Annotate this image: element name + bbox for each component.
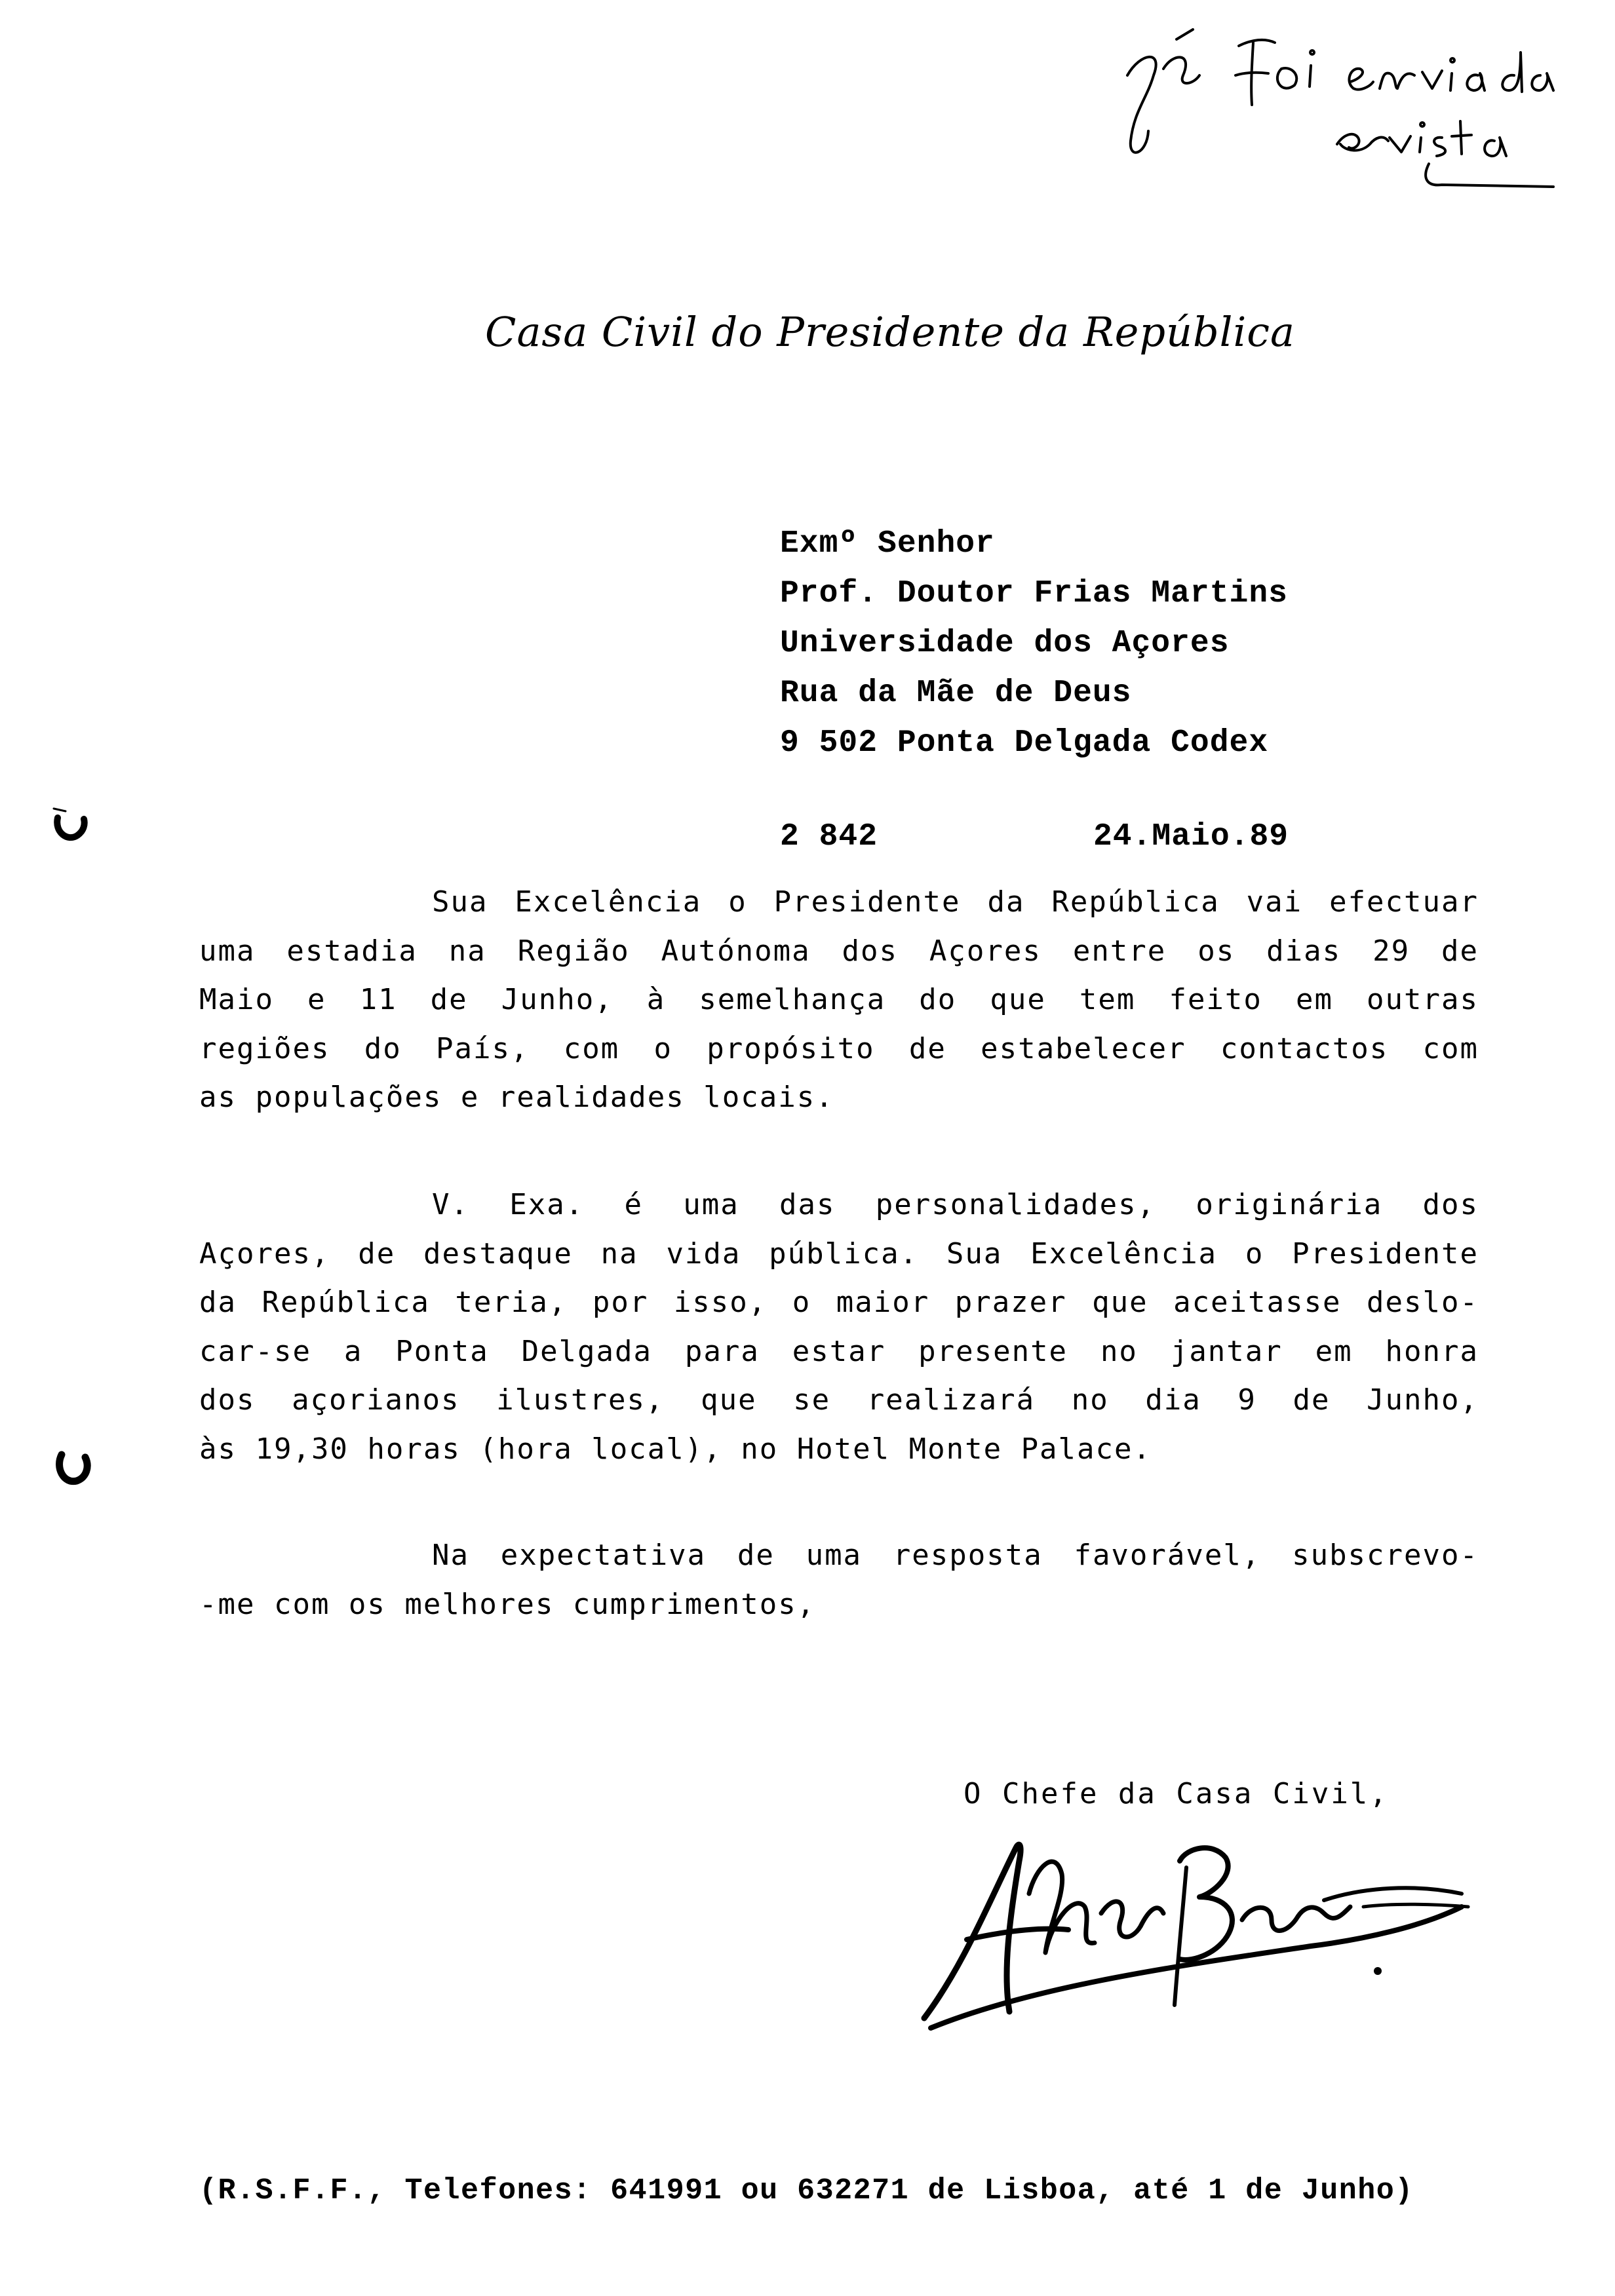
signature bbox=[905, 1822, 1481, 2038]
handwritten-note bbox=[1101, 13, 1560, 203]
recipient-street: Rua da Mãe de Deus bbox=[780, 676, 1132, 711]
letter-date: 24.Maio.89 bbox=[1093, 819, 1289, 854]
paragraph-line: da República teria, por isso, o maior prazer que aceitasse deslo- bbox=[199, 1286, 1479, 1319]
paragraph-line: V. Exa. é uma das personalidades, originária dos bbox=[432, 1188, 1479, 1221]
recipient-address bbox=[780, 519, 1288, 768]
paragraph-line: Sua Excelência o Presidente da República vai efectuar bbox=[432, 885, 1479, 919]
footer-contact: (R.S.F.F., Telefones: 641991 ou 632271 de Lisboa, até 1 de Junho) bbox=[199, 2174, 1414, 2208]
letterhead: Casa Civil do Presidente da República bbox=[485, 308, 1295, 356]
punch-hole-mark bbox=[51, 806, 89, 844]
recipient-name: Prof. Doutor Frias Martins bbox=[780, 576, 1288, 611]
punch-hole-mark bbox=[54, 1448, 92, 1486]
paragraph-line: regiões do País, com o propósito de estabelecer contactos com bbox=[199, 1031, 1479, 1065]
paragraph-line: -me com os melhores cumprimentos, bbox=[199, 1587, 816, 1621]
paragraph-line: uma estadia na Região Autónoma dos Açores entre os dias 29 de bbox=[199, 934, 1479, 968]
recipient-salutation: Exmº Senhor bbox=[780, 526, 995, 562]
closing-title: O Chefe da Casa Civil, bbox=[963, 1777, 1389, 1810]
recipient-institution: Universidade dos Açores bbox=[780, 626, 1230, 661]
paragraph-line: car-se a Ponta Delgada para estar presente no jantar em honra bbox=[199, 1334, 1479, 1368]
body-paragraph-3 bbox=[199, 1531, 1479, 1629]
paragraph-line: Maio e 11 de Junho, à semelhança do que tem feito em outras bbox=[199, 983, 1479, 1016]
paragraph-line: Na expectativa de uma resposta favorável, subscrevo- bbox=[432, 1539, 1479, 1572]
body-paragraph-2 bbox=[199, 1181, 1479, 1474]
paragraph-line: dos açorianos ilustres, que se realizará no dia 9 de Junho, bbox=[199, 1383, 1479, 1417]
paragraph-line: às 19,30 horas (hora local), no Hotel Monte Palace. bbox=[199, 1432, 1152, 1466]
reference-number: 2 842 bbox=[780, 819, 878, 854]
paragraph-line: Açores, de destaque na vida pública. Sua Excelência o Presidente bbox=[199, 1236, 1479, 1271]
paragraph-line: as populações e realidades locais. bbox=[199, 1081, 834, 1114]
recipient-city: 9 502 Ponta Delgada Codex bbox=[780, 725, 1269, 761]
body-paragraph-1 bbox=[199, 878, 1479, 1122]
